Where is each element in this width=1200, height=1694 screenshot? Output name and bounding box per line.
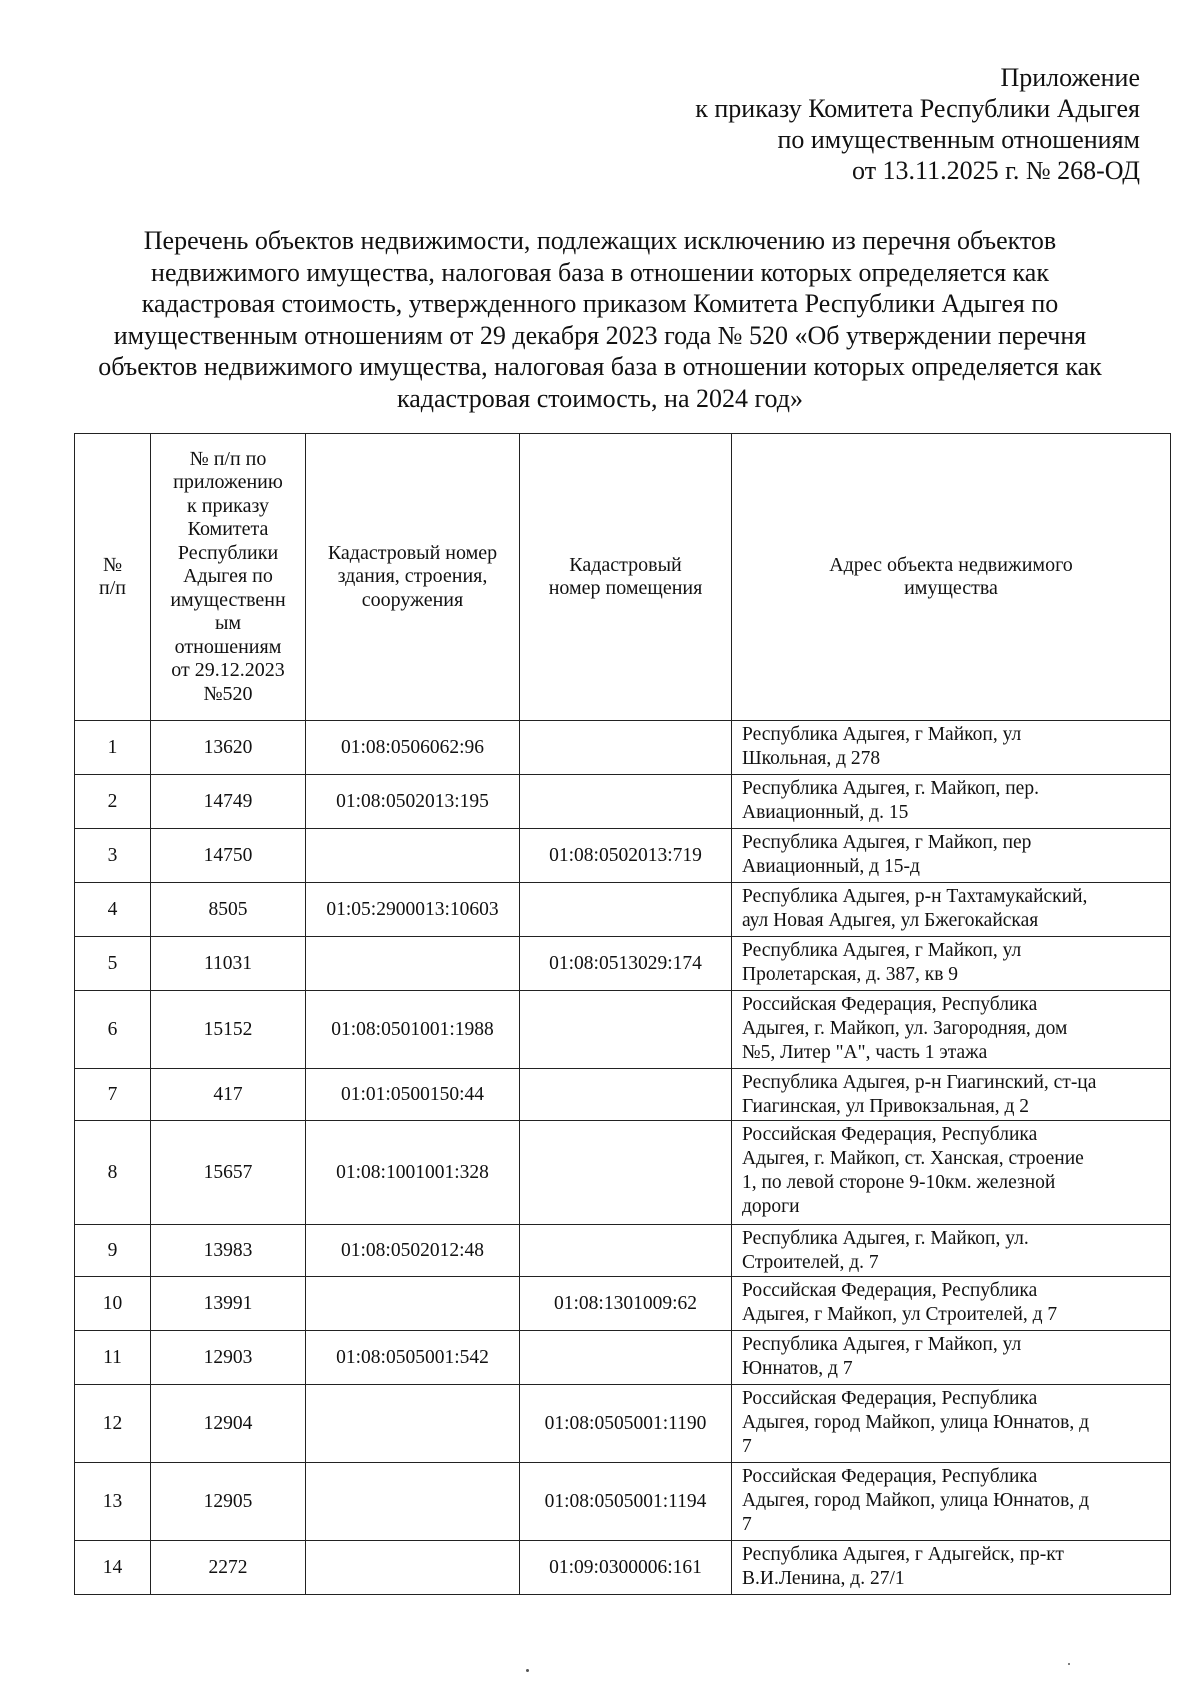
appendix-line: по имущественным отношениям [777, 125, 1140, 154]
header-room-cadastral [520, 434, 732, 721]
header-line: от 29.12.2023 [171, 659, 285, 682]
cell-building-cadastral: 01:08:0501001:1988 [306, 991, 520, 1069]
cell-num: 14 [75, 1541, 151, 1595]
cell-room-cadastral [520, 1225, 732, 1277]
address-line: Республика Адыгея, г Майкоп, ул [742, 940, 1022, 961]
cell-building-cadastral [306, 829, 520, 883]
header-line: приложению [173, 471, 283, 494]
cell-address [732, 1121, 1171, 1225]
cell-appendix-num: 11031 [151, 937, 306, 991]
cell-num: 8 [75, 1121, 151, 1225]
cell-address [732, 937, 1171, 991]
cell-room-cadastral [520, 883, 732, 937]
cell-address [732, 829, 1171, 883]
cell-building-cadastral [306, 1385, 520, 1463]
cell-appendix-num: 13991 [151, 1277, 306, 1331]
address-line: Республика Адыгея, г Адыгейск, пр-кт [742, 1544, 1064, 1565]
cell-room-cadastral: 01:08:0502013:719 [520, 829, 732, 883]
header-num [75, 434, 151, 721]
header-line: имущественн [170, 588, 286, 611]
cell-address [732, 721, 1171, 775]
appendix-line: от 13.11.2025 г. № 268-ОД [852, 156, 1140, 185]
cell-address [732, 1463, 1171, 1541]
cell-address [732, 1069, 1171, 1121]
header-building-cadastral [306, 434, 520, 721]
address-line: Школьная, д 278 [742, 748, 881, 769]
address-line: Российская Федерация, Республика [742, 994, 1038, 1015]
cell-address [732, 1331, 1171, 1385]
header-line: Кадастровый номер [327, 541, 498, 564]
cell-building-cadastral [306, 1277, 520, 1331]
address-line: Республика Адыгея, г Майкоп, ул [742, 1334, 1022, 1355]
appendix-line: Приложение [1000, 63, 1140, 92]
title-line: недвижимого имущества, налоговая база в отношении которых определяется как [151, 257, 1049, 287]
cell-appendix-num: 2272 [151, 1541, 306, 1595]
cell-room-cadastral [520, 775, 732, 829]
cell-building-cadastral [306, 1463, 520, 1541]
cell-num: 12 [75, 1385, 151, 1463]
address-line: Российская Федерация, Республика [742, 1388, 1038, 1409]
cell-appendix-num: 15152 [151, 991, 306, 1069]
document-title [60, 225, 1140, 414]
cell-address [732, 883, 1171, 937]
cell-num: 13 [75, 1463, 151, 1541]
table-row [75, 1069, 1171, 1121]
table-row [75, 991, 1171, 1069]
header-appendix-num [151, 434, 306, 721]
header-line: Кадастровый [569, 553, 682, 576]
cell-building-cadastral: 01:08:0502013:195 [306, 775, 520, 829]
address-line: Юннатов, д 7 [742, 1358, 853, 1379]
address-line: Республика Адыгея, г Майкоп, ул [742, 724, 1022, 745]
address-line: №5, Литер "А", часть 1 этажа [742, 1042, 988, 1063]
header-line: Адыгея по [183, 565, 273, 588]
appendix-line: к приказу Комитета Республики Адыгея [695, 94, 1140, 123]
cell-appendix-num: 12904 [151, 1385, 306, 1463]
cell-room-cadastral [520, 991, 732, 1069]
cell-appendix-num: 14749 [151, 775, 306, 829]
header-line: п/п [99, 577, 126, 599]
cell-room-cadastral [520, 721, 732, 775]
cell-appendix-num: 12905 [151, 1463, 306, 1541]
cell-room-cadastral: 01:08:0505001:1194 [520, 1463, 732, 1541]
cell-num: 1 [75, 721, 151, 775]
address-line: Российская Федерация, Республика [742, 1466, 1038, 1487]
table-row [75, 1463, 1171, 1541]
header-line: № [102, 553, 123, 576]
address-line: 7 [742, 1514, 752, 1535]
cell-address [732, 1541, 1171, 1595]
cell-building-cadastral: 01:08:1001001:328 [306, 1121, 520, 1225]
cell-num: 3 [75, 829, 151, 883]
header-line: Адрес объекта недвижимого [829, 553, 1073, 576]
table-row [75, 1541, 1171, 1595]
address-line: Республика Адыгея, г. Майкоп, пер. [742, 778, 1039, 799]
cell-num: 5 [75, 937, 151, 991]
address-line: Адыгея, г Майкоп, ул Строителей, д 7 [742, 1304, 1058, 1325]
address-line: Авиационный, д 15-д [742, 856, 920, 877]
address-line: дороги [742, 1196, 800, 1217]
header-line: сооружения [361, 588, 464, 611]
address-line: Российская Федерация, Республика [742, 1124, 1038, 1145]
header-line: №520 [203, 682, 253, 705]
header-line: к приказу [187, 494, 269, 517]
cell-address [732, 1385, 1171, 1463]
cell-appendix-num: 8505 [151, 883, 306, 937]
header-line: № п/п по [189, 447, 267, 470]
address-line: 1, по левой стороне 9-10км. железной [742, 1172, 1056, 1193]
table-row [75, 775, 1171, 829]
cell-appendix-num: 13620 [151, 721, 306, 775]
appendix-header [440, 62, 1140, 186]
cell-num: 9 [75, 1225, 151, 1277]
header-line: отношениям [174, 635, 282, 658]
cell-room-cadastral: 01:09:0300006:161 [520, 1541, 732, 1595]
cell-appendix-num: 13983 [151, 1225, 306, 1277]
cell-building-cadastral: 01:01:0500150:44 [306, 1069, 520, 1121]
cell-appendix-num: 14750 [151, 829, 306, 883]
address-line: Гиагинская, ул Привокзальная, д 2 [742, 1096, 1030, 1117]
cell-appendix-num: 12903 [151, 1331, 306, 1385]
address-line: В.И.Ленина, д. 27/1 [742, 1568, 905, 1589]
address-line: Авиационный, д. 15 [742, 802, 909, 823]
header-line: ым [214, 612, 242, 635]
cell-building-cadastral [306, 1541, 520, 1595]
cell-address [732, 775, 1171, 829]
cell-room-cadastral: 01:08:1301009:62 [520, 1277, 732, 1331]
cell-num: 10 [75, 1277, 151, 1331]
table-row [75, 1331, 1171, 1385]
table-row [75, 721, 1171, 775]
cell-appendix-num: 15657 [151, 1121, 306, 1225]
cell-address [732, 1277, 1171, 1331]
address-line: Республика Адыгея, р-н Тахтамукайский, [742, 886, 1088, 907]
cell-building-cadastral [306, 937, 520, 991]
cell-room-cadastral [520, 1121, 732, 1225]
cell-num: 6 [75, 991, 151, 1069]
cell-room-cadastral [520, 1069, 732, 1121]
cell-num: 7 [75, 1069, 151, 1121]
table-row [75, 1277, 1171, 1331]
cell-room-cadastral: 01:08:0505001:1190 [520, 1385, 732, 1463]
scan-speck [1068, 1663, 1070, 1665]
address-line: Адыгея, город Майкоп, улица Юннатов, д [742, 1490, 1090, 1511]
header-line: Республики [177, 541, 279, 564]
header-line: Комитета [187, 518, 269, 541]
address-line: Российская Федерация, Республика [742, 1280, 1038, 1301]
property-table [74, 433, 1171, 1595]
table-row [75, 1385, 1171, 1463]
header-line: здания, строения, [337, 565, 488, 588]
cell-address [732, 991, 1171, 1069]
table-header-row [75, 434, 1171, 721]
cell-room-cadastral: 01:08:0513029:174 [520, 937, 732, 991]
cell-num: 2 [75, 775, 151, 829]
cell-building-cadastral: 01:08:0506062:96 [306, 721, 520, 775]
header-address [732, 434, 1171, 721]
address-line: Пролетарская, д. 387, кв 9 [742, 964, 959, 985]
cell-building-cadastral: 01:08:0505001:542 [306, 1331, 520, 1385]
address-line: Строителей, д. 7 [742, 1252, 879, 1273]
address-line: Адыгея, город Майкоп, улица Юннатов, д [742, 1412, 1090, 1433]
cell-num: 11 [75, 1331, 151, 1385]
cell-appendix-num: 417 [151, 1069, 306, 1121]
title-line: кадастровая стоимость, утвержденного приказом Комитета Республики Адыгея по [141, 289, 1059, 318]
title-line: кадастровая стоимость, на 2024 год» [397, 383, 803, 413]
title-line: объектов недвижимого имущества, налоговая база в отношении которых определяется как [98, 352, 1102, 381]
table-row [75, 937, 1171, 991]
title-line: Перечень объектов недвижимости, подлежащих исключению из перечня объектов [143, 226, 1057, 255]
address-line: аул Новая Адыгея, ул Бжегокайская [742, 910, 1039, 931]
header-line: имущества [904, 577, 998, 599]
table-row [75, 883, 1171, 937]
cell-building-cadastral: 01:08:0502012:48 [306, 1225, 520, 1277]
table-row [75, 1121, 1171, 1225]
cell-room-cadastral [520, 1331, 732, 1385]
address-line: Республика Адыгея, г Майкоп, пер [742, 832, 1032, 853]
cell-address [732, 1225, 1171, 1277]
table-row [75, 1225, 1171, 1277]
address-line: Республика Адыгея, р-н Гиагинский, ст-ца [742, 1072, 1097, 1093]
cell-building-cadastral: 01:05:2900013:10603 [306, 883, 520, 937]
header-line: номер помещения [548, 577, 703, 599]
table-row [75, 829, 1171, 883]
cell-num: 4 [75, 883, 151, 937]
address-line: Адыгея, г. Майкоп, ул. Загородняя, дом [742, 1018, 1068, 1039]
scan-speck [526, 1669, 529, 1672]
title-line: имущественным отношениям от 29 декабря 2023 года № 520 «Об утверждении перечня [113, 320, 1087, 350]
address-line: Республика Адыгея, г. Майкоп, ул. [742, 1228, 1029, 1249]
address-line: Адыгея, г. Майкоп, ст. Ханская, строение [742, 1148, 1084, 1169]
address-line: 7 [742, 1436, 752, 1457]
